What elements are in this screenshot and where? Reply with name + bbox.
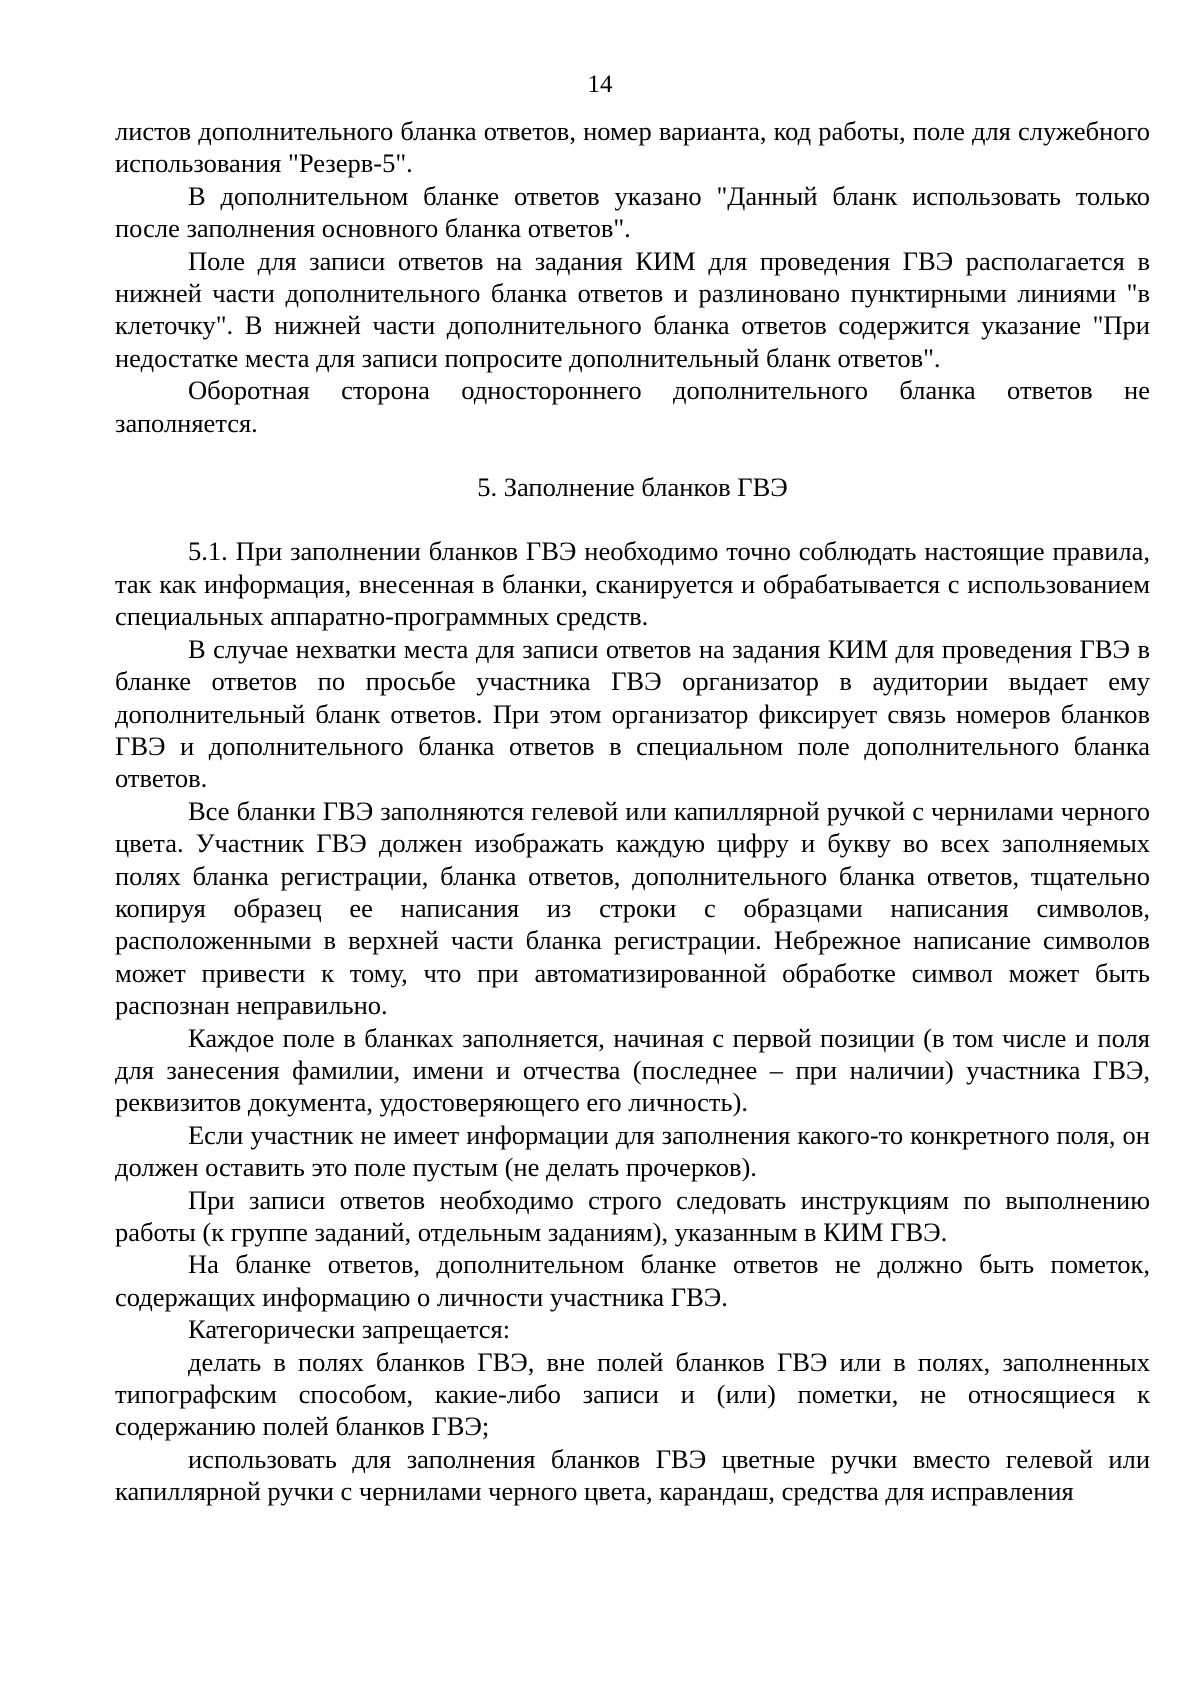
paragraph: Каждое поле в бланках заполняется, начиная с первой позиции (в том числе и поля для занесения фамилии, имени и отчества (последнее – при наличии) участника ГВЭ, реквизитов документа, удостоверяющего его личность). <box>115 1022 1150 1118</box>
document-body <box>115 115 1150 1508</box>
paragraph: Поле для записи ответов на задания КИМ для проведения ГВЭ располагается в нижней части дополнительного бланка ответов и разлиновано пунктирными линиями "в клеточку". В нижней части дополнительного бланка ответов содержится указание "При недостатке места для записи попросите дополнительный бланк ответов". <box>115 245 1150 373</box>
paragraph: Если участник не имеет информации для заполнения какого-то конкретного поля, он должен оставить это поле пустым (не делать прочерков). <box>115 1119 1150 1183</box>
paragraph: делать в полях бланков ГВЭ, вне полей бланков ГВЭ или в полях, заполненных типографским способом, какие-либо записи и (или) пометки, не относящиеся к содержанию полей бланков ГВЭ; <box>115 1346 1150 1442</box>
paragraph: При записи ответов необходимо строго следовать инструкциям по выполнению работы (к группе заданий, отдельным заданиям), указанным в КИМ ГВЭ. <box>115 1184 1150 1247</box>
paragraph: В случае нехватки места для записи ответов на задания КИМ для проведения ГВЭ в бланке ответов по просьбе участника ГВЭ организатор в аудитории выдает ему дополнительный бланк ответов. При этом организатор фиксирует связь номеров бланков ГВЭ и дополнительного бланка ответов в специальном поле дополнительного бланка ответов. <box>115 633 1150 794</box>
page-number: 14 <box>587 71 613 98</box>
section-heading: 5. Заполнение бланков ГВЭ <box>477 472 788 503</box>
paragraph: В дополнительном бланке ответов указано "Данный бланк использовать только после заполнения основного бланка ответов". <box>115 180 1150 244</box>
paragraph: На бланке ответов, дополнительном бланке ответов не должно быть пометок, содержащих информацию о личности участника ГВЭ. <box>115 1249 1150 1312</box>
paragraph: Все бланки ГВЭ заполняются гелевой или капиллярной ручкой с чернилами черного цвета. Участник ГВЭ должен изображать каждую цифру и букву во всех заполняемых полях бланка регистрации, бланка ответов, дополнительного бланка ответов, тщательно копируя образец ее написания из строки с образцами написания символов, расположенными в верхней части бланка регистрации. Небрежное написание символов может привести к тому, что при автоматизированной обработке символ может быть распознан неправильно. <box>115 795 1150 1021</box>
paragraph-continuation: листов дополнительного бланка ответов, номер варианта, код работы, поле для служебного использования "Резерв-5". <box>115 116 1150 179</box>
paragraph: использовать для заполнения бланков ГВЭ цветные ручки вместо гелевой или капиллярной ручки с чернилами черного цвета, карандаш, средства для исправления <box>115 1443 1150 1507</box>
paragraph: 5.1. При заполнении бланков ГВЭ необходимо точно соблюдать настоящие правила, так как информация, внесенная в бланки, сканируется и обрабатывается с использованием специальных аппаратно-программных средств. <box>115 536 1150 632</box>
paragraph: Оборотная сторона одностороннего дополнительного бланка ответов не заполняется. <box>115 375 1150 438</box>
paragraph: Категорически запрещается: <box>188 1314 511 1345</box>
